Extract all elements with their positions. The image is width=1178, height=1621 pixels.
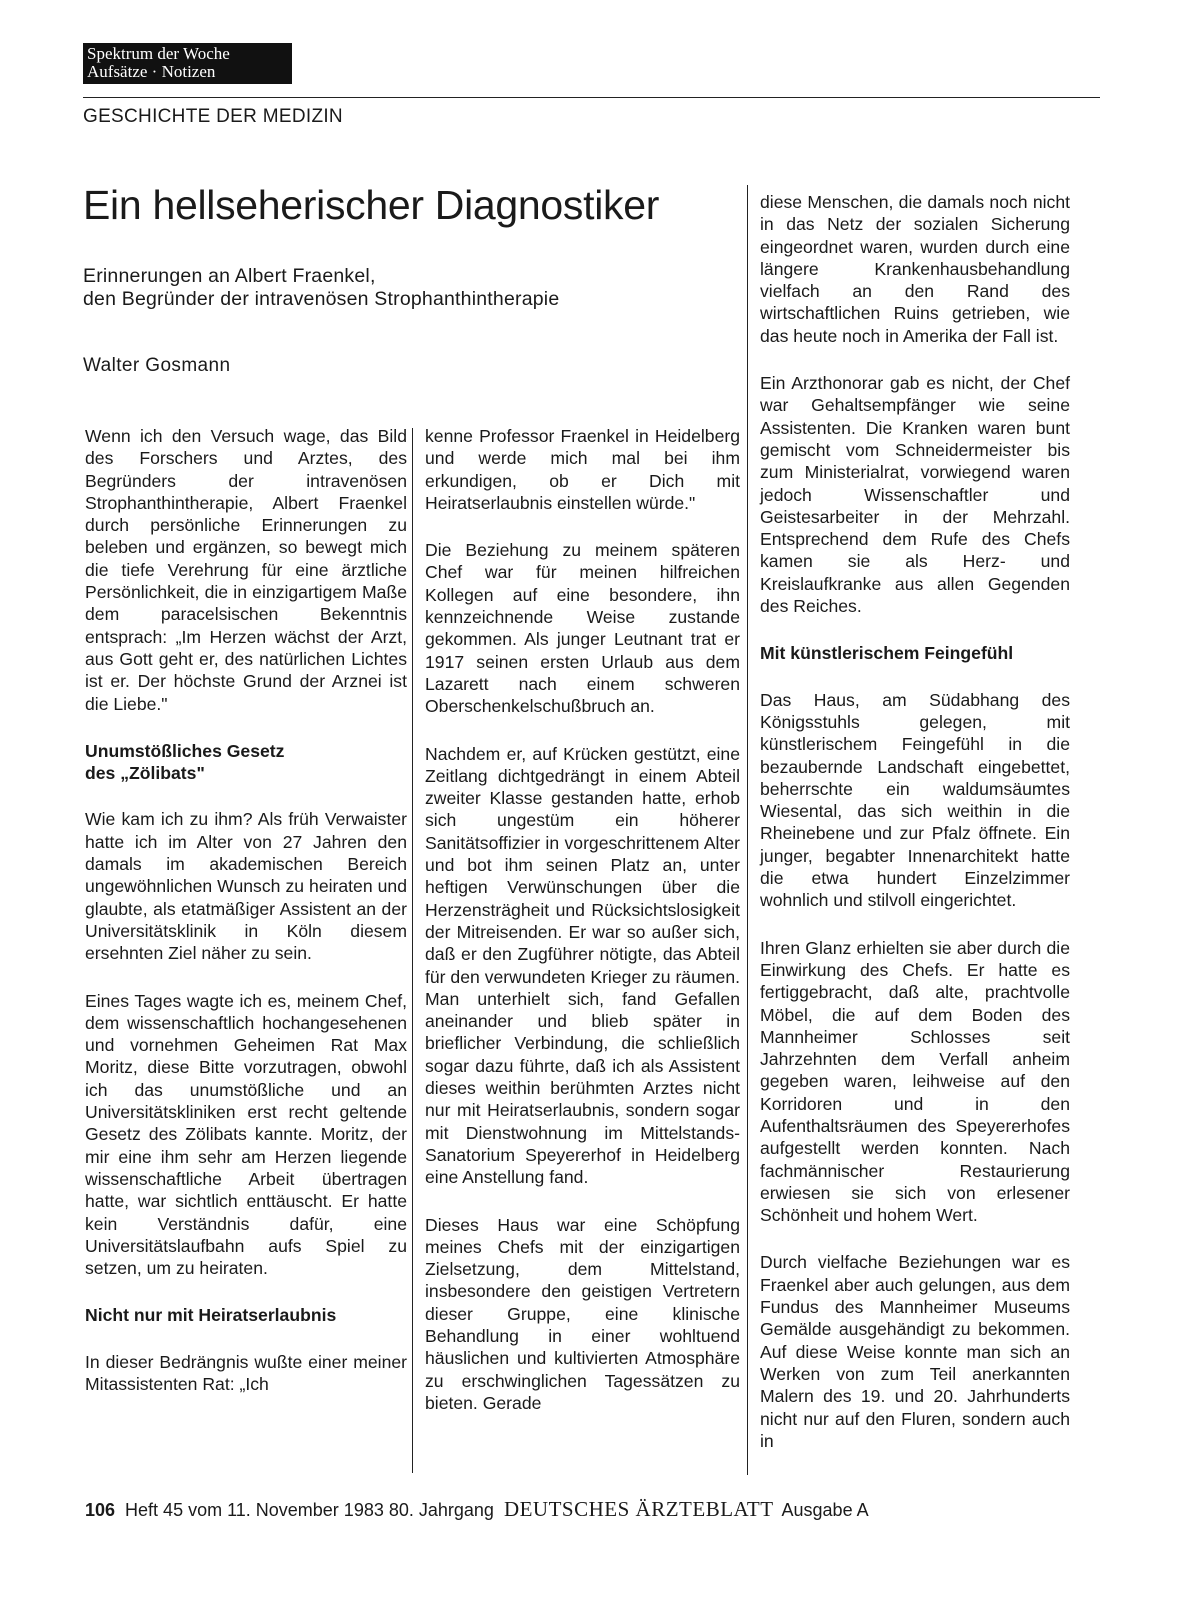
subheading-line-2: des „Zölibats" bbox=[85, 763, 205, 784]
paragraph: Wenn ich den Versuch wage, das Bild des Forschers und Arztes, des Begründers der intravenösen Strophanthintherapie, Albert Fraenkel durch persönliche Erinnerungen zu beleben und ergänzen, so bewegt mich die tiefe Verehrung für eine ärztliche Persönlichkeit, die in einzigartigem Maße dem paracelsischen Bekenntnis entsprach: „Im Herzen wächst der Arzt, aus Gott geht er, des natürlichen Lichtes ist er. Der höchste Grund der Arznei ist die Liebe." bbox=[85, 426, 407, 714]
paragraph: Wie kam ich zu ihm? Als früh Verwaister hatte ich im Alter von 27 Jahren den damals im akademischen Bereich ungewöhnlichen Wunsch zu heiraten und glaubte, als etatmäßiger Assistent an der Universitätsklinik in Köln diesem ersehnten Ziel näher zu sein. bbox=[85, 809, 407, 964]
edition: Ausgabe A bbox=[781, 1500, 869, 1520]
subheading-line-1: Unumstößliches Gesetz bbox=[85, 740, 285, 761]
paragraph: kenne Professor Fraenkel in Heidelberg und werde mich mal bei ihm erkundigen, ob er Dich mit Heiratserlaubnis einstellen würde." bbox=[425, 426, 740, 513]
paragraph: Das Haus, am Südabhang des Königsstuhls gelegen, mit künstlerischem Feingefühl in die bezaubernde Landschaft eingebettet, beherrschte ein waldumsäumtes Wiesental, das sich weithin in die Rheinebene und zur Pfalz öffnete. Ein junger, begabter Innenarchitekt hatte die etwa hundert Einzelzimmer wohnlich und stilvoll eingerichtet. bbox=[760, 689, 1070, 911]
subheading bbox=[85, 740, 407, 785]
paragraph: Ein Arzthonorar gab es nicht, der Chef war Gehaltsempfänger wie seine Assistenten. Die Kranken waren bunt gemischt vom Schneidermeister bis zum Ministerialrat, vorwiegend waren jedoch Wissenschaftler und Geistesarbeiter in der Mehrzahl. Entsprechend dem Rufe des Chefs kamen sie als Herz- und Kreislaufkranke aus allen Gegenden des Reiches. bbox=[760, 373, 1070, 617]
column-divider bbox=[747, 185, 748, 1475]
paragraph: Dieses Haus war eine Schöpfung meines Chefs mit der einzigartigen Zielsetzung, dem Mittelstand, insbesondere den geistigen Vertretern dieser Gruppe, eine klinische Behandlung in einer wohltuend häuslichen und kultivierten Atmosphäre zu erschwinglichen Tagessätzen zu bieten. Gerade bbox=[425, 1214, 740, 1413]
author: Walter Gosmann bbox=[83, 355, 231, 376]
subheading: Mit künstlerischem Feingefühl bbox=[760, 643, 1014, 664]
subtitle-line-1: Erinnerungen an Albert Fraenkel, bbox=[83, 265, 376, 287]
paragraph: In dieser Bedrängnis wußte einer meiner Mitassistenten Rat: „Ich bbox=[85, 1351, 407, 1394]
paragraph: Durch vielfache Beziehungen war es Fraenkel aber auch gelungen, aus dem Fundus des Mannheimer Museums Gemälde ausgehändigt zu bekommen. Auf diese Weise konnte man sich an Werken von zum Teil anerkannten Malern des 19. und 20. Jahrhunderts nicht nur auf den Fluren, sondern auch in bbox=[760, 1252, 1070, 1451]
paragraph: Die Beziehung zu meinem späteren Chef war für meinen hilfreichen Kollegen auf eine besondere, ihn kennzeichnende Weise zustande gekommen. Als junger Leutnant trat er 1917 seinen ersten Urlaub aus dem Lazarett nach einem schweren Oberschenkelschußbruch an. bbox=[425, 540, 740, 717]
paragraph: diese Menschen, die damals noch nicht in das Netz der sozialen Sicherung eingeordnet waren, wurden durch eine längere Krankenhausbehandlung vielfach an den Rand des wirtschaftlichen Ruins getrieben, wie das heute noch in Amerika der Fall ist. bbox=[760, 192, 1070, 346]
column-3 bbox=[760, 191, 1070, 1477]
journal-name: DEUTSCHES ÄRZTEBLATT bbox=[503, 1497, 774, 1521]
masthead-line-2: Aufsätze · Notizen bbox=[87, 62, 216, 81]
column-divider bbox=[412, 428, 413, 1473]
issue-info: Heft 45 vom 11. November 1983 80. Jahrgang bbox=[125, 1500, 494, 1520]
paragraph: Eines Tages wagte ich es, meinem Chef, dem wissenschaftlich hochangesehenen und vornehmen Geheimen Rat Max Moritz, diese Bitte vorzutragen, obwohl ich das unumstößliche und an Universitätskliniken erst recht geltende Gesetz des Zölibats kannte. Moritz, der mir eine ihm sehr am Herzen liegende wissenschaftliche Arbeit übertragen hatte, war sichtlich enttäuscht. Er hatte kein Verständnis dafür, eine Universitätslaufbahn aufs Spiel zu setzen, um zu heiraten. bbox=[85, 990, 407, 1279]
page-number: 106 bbox=[85, 1500, 116, 1520]
masthead-line-1: Spektrum der Woche bbox=[87, 44, 230, 63]
subheading: Nicht nur mit Heiratserlaubnis bbox=[85, 1305, 337, 1326]
subtitle-line-2: den Begründer der intravenösen Strophanthintherapie bbox=[83, 288, 560, 310]
article-subtitle bbox=[83, 265, 559, 311]
column-2 bbox=[425, 425, 740, 1439]
paragraph: Nachdem er, auf Krücken gestützt, eine Zeitlang dichtgedrängt in einem Abteil zweiter Klasse gestanden hatte, erhob sich ungestüm ein höherer Sanitätsoffizier in vorgeschrittenem Alter und bot ihm seinen Platz an, unter heftigen Verwünschungen über die Herzensträgheit und Rücksichtslosigkeit der Mitreisenden. Er war so außer sich, daß er den Zugführer nötigte, das Abteil für den verwundeten Krieger zu räumen. Man unterhielt sich, fand Gefallen aneinander und blieb später in brieflicher Verbindung, die schließlich sogar dazu führte, daß ich als Assistent dieses weithin berühmten Arztes nicht nur mit Heiratserlaubnis, sondern sogar mit Dienstwohnung im Mittelstands-Sanatorium Speyererhof in Heidelberg eine Anstellung fand. bbox=[425, 743, 740, 1188]
page-footer bbox=[85, 1497, 869, 1522]
top-rule bbox=[83, 97, 1100, 98]
paragraph: Ihren Glanz erhielten sie aber durch die Einwirkung des Chefs. Er hatte es fertiggebracht, daß alte, prachtvolle Möbel, die auf dem Boden des Mannheimer Schlosses seit Jahrzehnten dem Verfall anheim gegeben waren, leihweise auf den Korridoren und in den Aufenthaltsräumen des Speyererhofes aufgestellt werden konnten. Nach fachmännischer Restaurierung erwiesen sie sich von erlesener Schönheit und hohem Wert. bbox=[760, 937, 1070, 1226]
masthead bbox=[83, 43, 292, 84]
column-1 bbox=[85, 425, 407, 1420]
article-title: Ein hellseherischer Diagnostiker bbox=[83, 182, 660, 228]
section-label: GESCHICHTE DER MEDIZIN bbox=[83, 106, 343, 127]
